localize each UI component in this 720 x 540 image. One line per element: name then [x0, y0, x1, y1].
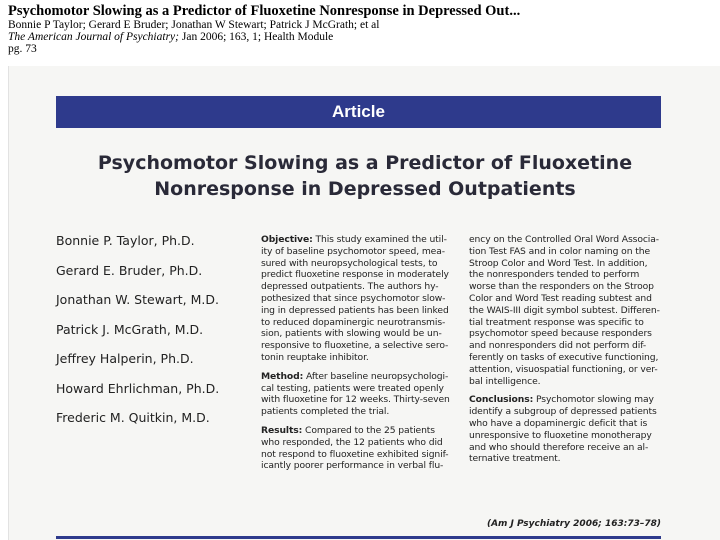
abstract-line: unresponsive to fluoxetine monotherapy [469, 429, 652, 441]
abstract-line: depressed outpatients. The authors hy- [261, 281, 439, 293]
section-label: Conclusions: [469, 394, 534, 406]
abstract-column-1 [261, 234, 455, 472]
abstract-line: Color and Word Test reading subtest and [469, 292, 652, 304]
author-name: Gerard E. Bruder, Ph.D. [56, 262, 203, 278]
document-authors: Bonnie P Taylor; Gerard E Bruder; Jonathan W Stewart; Patrick J McGrath; et al [8, 19, 380, 31]
abstract-line: worse than the responders on the Stroop [469, 281, 654, 293]
abstract-line: icantly poorer performance in verbal flu- [261, 460, 444, 472]
abstract-line: pothesized that since psychomotor slow- [261, 292, 446, 304]
abstract-line: patients completed the trial. [261, 406, 390, 418]
section-text: Compared to the 25 patients [302, 424, 435, 436]
section-gap [469, 387, 663, 394]
abstract-line: Stroop Color and Word Test. In addition, [469, 257, 648, 269]
abstract-line: psychomotor speed because responders [469, 328, 652, 340]
page-number: pg. 73 [8, 43, 37, 55]
abstract-line [261, 371, 455, 383]
abstract-line: sion, patients with slowing would be un- [261, 328, 442, 340]
abstract-line: who responded, the 12 patients who did [261, 436, 443, 448]
article-title-line: Psychomotor Slowing as a Predictor of Fluoxetine [97, 152, 633, 174]
abstract-line: ency on the Controlled Oral Word Associa- [469, 234, 659, 245]
abstract-line: not respond to fluoxetine exhibited signif- [261, 448, 449, 460]
author-name: Bonnie P. Taylor, Ph.D. [56, 233, 195, 248]
abstract-line: ing in depressed patients has been linked [261, 304, 449, 316]
abstract-line: sured with neuropsychological tests, to [261, 257, 438, 269]
document-header [8, 4, 708, 55]
section-text: This study examined the util- [312, 234, 447, 245]
section-text: Psychomotor slowing may [533, 394, 654, 406]
author-name: Frederic M. Quitkin, M.D. [56, 410, 210, 425]
abstract-line: tonin reuptake inhibitor. [261, 351, 369, 363]
section-label: Method: [261, 370, 304, 382]
abstract-line: to reduced dopaminergic neurotransmis- [261, 316, 446, 328]
section-text: After baseline neuropsychologi- [303, 370, 449, 382]
article-title-line: Nonresponse in Depressed Outpatients [154, 178, 576, 200]
document-source [8, 31, 708, 43]
citation: (Am J Psychiatry 2006; 163:73–78) [486, 519, 661, 529]
abstract-line: the WAIS-III digit symbol subtest. Differen- [469, 304, 660, 316]
abstract-line: responsive to fluoxetine, a selective sero- [261, 340, 449, 352]
abstract-line: the nonresponders tended to perform [469, 269, 640, 281]
author-name: Jeffrey Halperin, Ph.D. [56, 351, 194, 366]
abstract-column-2 [469, 234, 663, 465]
abstract-line [261, 425, 455, 437]
abstract-line: and nonresponders did not perform dif- [469, 340, 647, 352]
abstract-line: bal intelligence. [469, 375, 541, 387]
author-name: Patrick J. McGrath, M.D. [56, 321, 204, 337]
journal-name: The American Journal of Psychiatry; [8, 31, 179, 43]
abstract-line: attention, visuospatial functioning, or ver- [469, 363, 658, 375]
author-list [56, 233, 256, 440]
abstract-line: with fluoxetine for 12 weeks. Thirty-seven [261, 394, 450, 406]
section-label: Objective: [261, 234, 313, 245]
article-banner: Article [56, 96, 661, 128]
section-gap [261, 418, 455, 425]
abstract-line: who have a dopaminergic deficit that is [469, 417, 648, 429]
abstract-line: cal testing, patients were treated openly [261, 382, 444, 394]
section-gap [261, 364, 455, 371]
article-title [49, 150, 681, 202]
abstract-line: identify a subgroup of depressed patients [469, 406, 657, 418]
abstract-line [261, 234, 455, 246]
abstract-line: ternative treatment. [469, 453, 561, 465]
abstract-line: predict fluoxetine response in moderately [261, 269, 449, 281]
section-label: Results: [261, 424, 303, 436]
abstract-line [469, 394, 663, 406]
abstract-line: ity of baseline psychomotor speed, mea- [261, 245, 445, 257]
bottom-rule [56, 536, 661, 539]
scanned-page [8, 66, 720, 540]
document-title: Psychomotor Slowing as a Predictor of Fluoxetine Nonresponse in Depressed Out... [8, 3, 521, 19]
author-name: Jonathan W. Stewart, M.D. [56, 292, 219, 307]
abstract-line: tial treatment response was specific to [469, 316, 644, 328]
author-name: Howard Ehrlichman, Ph.D. [56, 380, 220, 396]
abstract-line: ferently on tasks of executive functioning, [469, 351, 659, 363]
abstract-line: tion Test FAS and in color naming on the [469, 245, 651, 257]
abstract-line: and who should therefore receive an al- [469, 441, 649, 453]
journal-issue: Jan 2006; 163, 1; Health Module [178, 31, 334, 43]
